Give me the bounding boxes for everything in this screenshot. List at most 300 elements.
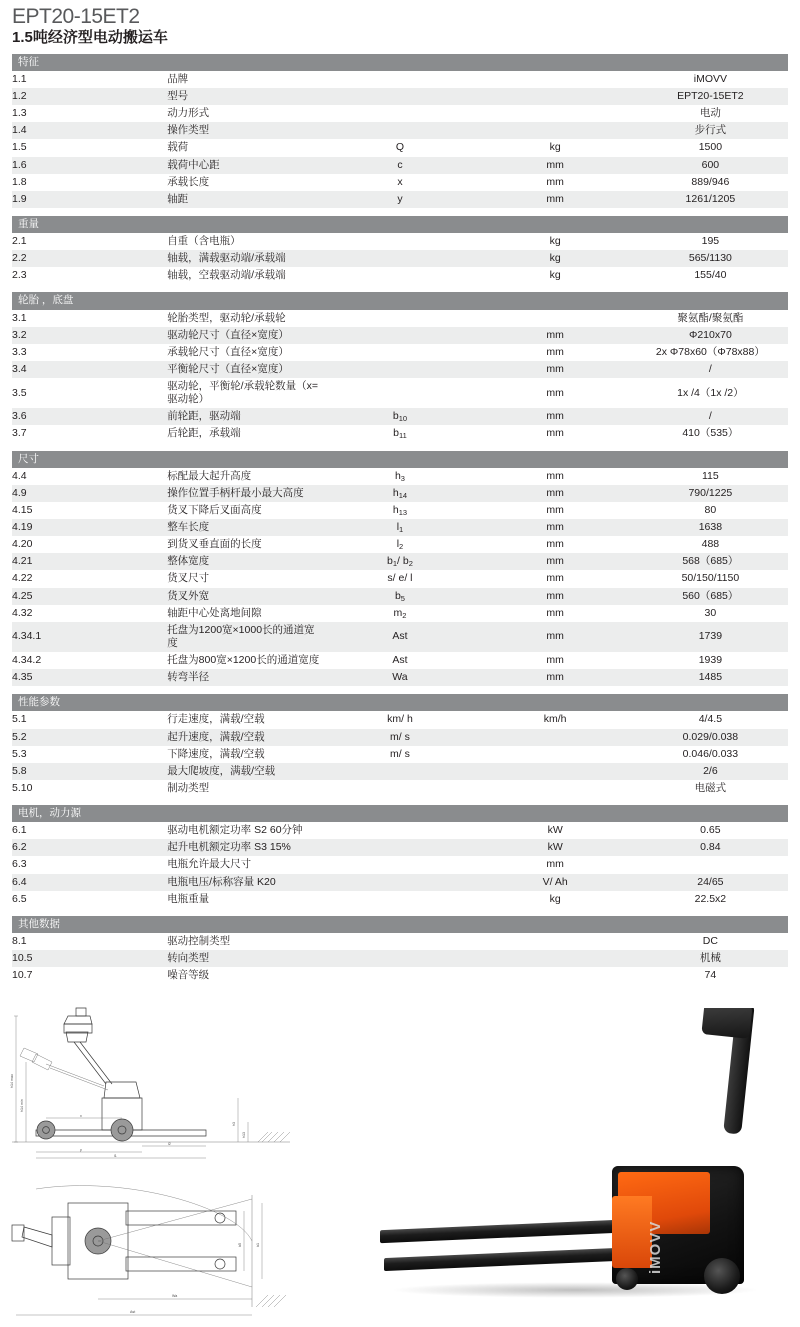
row-symbol [322,344,477,361]
row-label: 型号 [167,88,322,105]
row-unit: mm [478,502,633,519]
svg-text:l2: l2 [168,1142,171,1146]
row-value: 0.84 [633,839,788,856]
row-number: 4.9 [12,485,167,502]
row-number: 2.3 [12,267,167,284]
table-row [12,570,788,587]
row-unit: mm [478,408,633,425]
table-row [12,839,788,856]
row-symbol [322,780,477,797]
table-row [12,553,788,570]
row-number: 3.7 [12,425,167,442]
table-row [12,361,788,378]
row-unit: mm [478,344,633,361]
table-spacer [12,686,788,694]
row-symbol [322,933,477,950]
row-value: 115 [633,468,788,485]
row-label: 电瓶允许最大尺寸 [167,856,322,873]
row-number: 1.5 [12,139,167,156]
row-number: 2.2 [12,250,167,267]
row-label: 操作位置手柄杆最小最大高度 [167,485,322,502]
row-number: 6.5 [12,891,167,908]
row-number: 2.1 [12,233,167,250]
row-symbol [322,378,477,408]
row-number: 6.4 [12,874,167,891]
row-number: 4.21 [12,553,167,570]
row-value: 488 [633,536,788,553]
section-title: 轮胎 ，底盘 [12,292,788,309]
row-unit [478,763,633,780]
row-symbol [322,822,477,839]
table-spacer [12,443,788,451]
table-row [12,967,788,984]
technical-drawings [6,1002,296,1327]
row-symbol: $m_2$ [322,605,477,622]
row-unit [478,967,633,984]
row-number: 1.9 [12,191,167,208]
table-section-header [12,451,788,468]
svg-text:b1: b1 [256,1243,260,1247]
row-number: 1.1 [12,71,167,88]
row-label: 标配最大起升高度 [167,468,322,485]
row-label: 下降速度，满载/空载 [167,746,322,763]
row-label: 承载轮尺寸（直径×宽度） [167,344,322,361]
model-name: 1.5吨经济型电动搬运车 [12,29,788,48]
row-unit: mm [478,588,633,605]
row-label: 货叉尺寸 [167,570,322,587]
row-value: 50/150/1150 [633,570,788,587]
table-spacer [12,908,788,916]
row-value: 1638 [633,519,788,536]
row-unit: mm [478,157,633,174]
row-symbol [322,891,477,908]
row-value: 24/65 [633,874,788,891]
row-label: 制动类型 [167,780,322,797]
power-unit [612,1114,762,1284]
row-value: 步行式 [633,122,788,139]
row-unit [478,950,633,967]
row-label: 动力形式 [167,105,322,122]
row-label: 噪音等级 [167,967,322,984]
table-row [12,88,788,105]
row-unit [478,105,633,122]
row-label: 整车长度 [167,519,322,536]
table-row [12,408,788,425]
row-number: 8.1 [12,933,167,950]
row-label: 驱动电机额定功率 S2 60分钟 [167,822,322,839]
table-row [12,344,788,361]
row-unit: mm [478,519,633,536]
row-unit [478,122,633,139]
row-value: 30 [633,605,788,622]
row-unit: mm [478,191,633,208]
row-unit: mm [478,361,633,378]
svg-text:h14 min: h14 min [20,1100,24,1113]
table-row [12,729,788,746]
table-row [12,669,788,686]
table-row [12,468,788,485]
table-row [12,485,788,502]
section-title: 性能参数 [12,694,788,711]
table-row [12,71,788,88]
table-row [12,233,788,250]
row-symbol [322,233,477,250]
row-value: 1500 [633,139,788,156]
row-symbol: $b_{10}$ [322,408,477,425]
table-row [12,519,788,536]
svg-text:Ast: Ast [130,1310,135,1314]
row-unit: mm [478,856,633,873]
row-unit: mm [478,669,633,686]
tiller-arm [723,1008,755,1135]
row-symbol [322,839,477,856]
row-label: 轴载，空载驱动端/承载端 [167,267,322,284]
row-label: 轮胎类型，驱动轮/承载轮 [167,310,322,327]
row-value: 195 [633,233,788,250]
row-label: 后轮距，承载端 [167,425,322,442]
specification-table [12,54,788,985]
row-unit: kg [478,891,633,908]
row-label: 操作类型 [167,122,322,139]
table-row [12,327,788,344]
side-view-svg [6,1002,296,1167]
table-section-header [12,216,788,233]
row-label: 托盘为1200宽×1000长的通道宽度 [167,622,322,652]
row-label: 货叉下降后叉面高度 [167,502,322,519]
table-row [12,950,788,967]
row-unit: mm [478,468,633,485]
row-value: 1261/1205 [633,191,788,208]
svg-text:y: y [80,1148,82,1152]
row-label: 载荷中心距 [167,157,322,174]
table-row [12,157,788,174]
row-symbol: $l_2$ [322,536,477,553]
table-row [12,780,788,797]
brand-logo: iMOVV [647,1221,664,1274]
section-title: 尺寸 [12,451,788,468]
row-number: 4.15 [12,502,167,519]
row-symbol: Wa [322,669,477,686]
row-symbol: $h_{14}$ [322,485,477,502]
row-value: iMOVV [633,71,788,88]
table-row [12,652,788,669]
row-number: 3.6 [12,408,167,425]
section-title: 电机，动力源 [12,805,788,822]
row-symbol [322,267,477,284]
row-number: 4.34.2 [12,652,167,669]
row-label: 转向类型 [167,950,322,967]
row-number: 4.19 [12,519,167,536]
row-label: 起升电机额定功率 S3 15% [167,839,322,856]
row-symbol [322,105,477,122]
row-number: 3.4 [12,361,167,378]
table-section-header [12,292,788,309]
row-number: 3.5 [12,378,167,408]
row-symbol: m/ s [322,729,477,746]
row-label: 电瓶电压/标称容量 K20 [167,874,322,891]
row-number: 4.20 [12,536,167,553]
row-number: 1.8 [12,174,167,191]
row-symbol: $l_1$ [322,519,477,536]
table-row [12,891,788,908]
table-spacer [12,797,788,805]
row-symbol: x [322,174,477,191]
row-value: 0.046/0.033 [633,746,788,763]
svg-text:l1: l1 [114,1154,117,1158]
row-unit: mm [478,652,633,669]
row-label: 电瓶重量 [167,891,322,908]
row-value: 0.029/0.038 [633,729,788,746]
row-label: 平衡轮尺寸（直径×宽度） [167,361,322,378]
row-symbol [322,88,477,105]
row-symbol [322,950,477,967]
row-symbol [322,856,477,873]
row-symbol [322,967,477,984]
row-number: 1.3 [12,105,167,122]
row-number: 1.2 [12,88,167,105]
row-unit [478,88,633,105]
row-number: 1.6 [12,157,167,174]
section-title: 重量 [12,216,788,233]
row-symbol: Ast [322,622,477,652]
row-unit [478,71,633,88]
row-label: 品牌 [167,71,322,88]
table-section-header [12,54,788,71]
svg-text:h14 max: h14 max [10,1074,14,1088]
specification-table-body [12,54,788,985]
row-label: 驱动控制类型 [167,933,322,950]
row-unit: kg [478,139,633,156]
row-number: 3.3 [12,344,167,361]
tiller-head [701,1008,753,1039]
row-number: 5.8 [12,763,167,780]
product-photo [370,1008,790,1318]
row-value: 4/4.5 [633,711,788,728]
row-unit: mm [478,553,633,570]
row-value: / [633,361,788,378]
row-unit: mm [478,174,633,191]
table-row [12,763,788,780]
svg-text:b5: b5 [238,1243,242,1247]
side-view-drawing [6,1002,296,1167]
table-row [12,822,788,839]
row-unit: kg [478,233,633,250]
row-number: 3.2 [12,327,167,344]
row-symbol: km/ h [322,711,477,728]
table-section-header [12,916,788,933]
row-unit: kg [478,267,633,284]
row-number: 10.5 [12,950,167,967]
row-value: 2x Φ78x60（Φ78x88） [633,344,788,361]
row-unit [478,310,633,327]
row-number: 3.1 [12,310,167,327]
row-label: 轴距中心处离地间隙 [167,605,322,622]
svg-text:h3: h3 [232,1122,236,1126]
row-unit: mm [478,605,633,622]
row-value: 0.65 [633,822,788,839]
row-value: Φ210x70 [633,327,788,344]
row-unit [478,729,633,746]
table-row [12,191,788,208]
row-number: 6.2 [12,839,167,856]
table-row [12,502,788,519]
table-row [12,174,788,191]
row-value: 1939 [633,652,788,669]
table-spacer [12,208,788,216]
row-label: 转弯半径 [167,669,322,686]
row-unit: mm [478,425,633,442]
row-number: 6.3 [12,856,167,873]
row-value: 1485 [633,669,788,686]
row-label: 驱动轮尺寸（直径×宽度） [167,327,322,344]
row-label: 轴距 [167,191,322,208]
row-value: EPT20-15ET2 [633,88,788,105]
row-number: 4.35 [12,669,167,686]
row-number: 5.3 [12,746,167,763]
row-symbol: y [322,191,477,208]
row-unit: kW [478,839,633,856]
table-row [12,746,788,763]
row-unit: mm [478,570,633,587]
table-row [12,122,788,139]
row-value: 2/6 [633,763,788,780]
row-unit: mm [478,378,633,408]
table-row [12,250,788,267]
row-number: 4.4 [12,468,167,485]
table-row [12,378,788,408]
svg-text:Wa: Wa [172,1294,177,1298]
row-symbol [322,122,477,139]
row-unit: V/ Ah [478,874,633,891]
row-symbol: $b_1/$ $b_2$ [322,553,477,570]
row-value: 22.5x2 [633,891,788,908]
row-number: 10.7 [12,967,167,984]
row-unit: mm [478,485,633,502]
row-symbol: c [322,157,477,174]
row-symbol: $h_3$ [322,468,477,485]
row-number: 6.1 [12,822,167,839]
row-value: 565/1130 [633,250,788,267]
section-title: 特征 [12,54,788,71]
row-symbol: s/ e/ l [322,570,477,587]
row-value: 790/1225 [633,485,788,502]
row-value: 电磁式 [633,780,788,797]
table-row [12,856,788,873]
row-label: 最大爬坡度，满载/空载 [167,763,322,780]
row-symbol: m/ s [322,746,477,763]
row-label: 载荷 [167,139,322,156]
product-photo-canvas [370,1008,790,1318]
row-symbol: $h_{13}$ [322,502,477,519]
table-row [12,622,788,652]
row-number: 5.2 [12,729,167,746]
row-number: 1.4 [12,122,167,139]
row-value: 74 [633,967,788,984]
row-number: 4.32 [12,605,167,622]
row-label: 起升速度，满载/空载 [167,729,322,746]
svg-text:h13: h13 [242,1132,246,1138]
illustrations [0,1002,800,1327]
row-label: 承载长度 [167,174,322,191]
row-label: 到货叉垂直面的长度 [167,536,322,553]
row-value: 568（685） [633,553,788,570]
row-symbol [322,327,477,344]
row-value: 1x /4（1x /2） [633,378,788,408]
row-label: 行走速度，满载/空载 [167,711,322,728]
row-value: / [633,408,788,425]
model-code: EPT20-15ET2 [12,6,788,28]
table-row [12,139,788,156]
row-unit: kg [478,250,633,267]
row-value: 560（685） [633,588,788,605]
row-symbol: $b_{11}$ [322,425,477,442]
row-label: 驱动轮，平衡轮/承载轮数量（x=驱动轮） [167,378,322,408]
row-label: 前轮距，驱动端 [167,408,322,425]
row-number: 4.34.1 [12,622,167,652]
row-symbol [322,361,477,378]
row-value: 80 [633,502,788,519]
table-row [12,105,788,122]
row-symbol: $b_5$ [322,588,477,605]
section-title: 其他数据 [12,916,788,933]
row-number: 5.10 [12,780,167,797]
table-section-header [12,694,788,711]
svg-text:x: x [80,1114,82,1118]
table-row [12,536,788,553]
table-row [12,605,788,622]
row-unit [478,746,633,763]
table-row [12,933,788,950]
row-unit [478,780,633,797]
row-value: 1739 [633,622,788,652]
row-number: 4.25 [12,588,167,605]
row-unit: mm [478,327,633,344]
photo-shadow [390,1282,760,1298]
row-unit: km/h [478,711,633,728]
row-unit: mm [478,536,633,553]
table-section-header [12,805,788,822]
table-spacer [12,284,788,292]
table-row [12,588,788,605]
row-number: 5.1 [12,711,167,728]
row-value: 600 [633,157,788,174]
row-symbol [322,250,477,267]
row-symbol: Ast [322,652,477,669]
row-value: DC [633,933,788,950]
table-row [12,711,788,728]
row-number: 4.22 [12,570,167,587]
row-label: 自重（含电瓶） [167,233,322,250]
row-label: 整体宽度 [167,553,322,570]
row-value: 机械 [633,950,788,967]
row-unit: mm [478,622,633,652]
top-view-svg [6,1177,296,1327]
table-row [12,425,788,442]
row-value: 155/40 [633,267,788,284]
row-value: 电动 [633,105,788,122]
document-header [0,0,800,50]
row-symbol [322,874,477,891]
row-value: 889/946 [633,174,788,191]
row-value [633,856,788,873]
row-label: 托盘为800宽×1200长的通道宽度 [167,652,322,669]
row-symbol: Q [322,139,477,156]
table-row [12,267,788,284]
orange-cover-side [612,1196,652,1268]
row-value: 410（535） [633,425,788,442]
row-symbol [322,310,477,327]
row-label: 轴载，满载驱动端/承载端 [167,250,322,267]
